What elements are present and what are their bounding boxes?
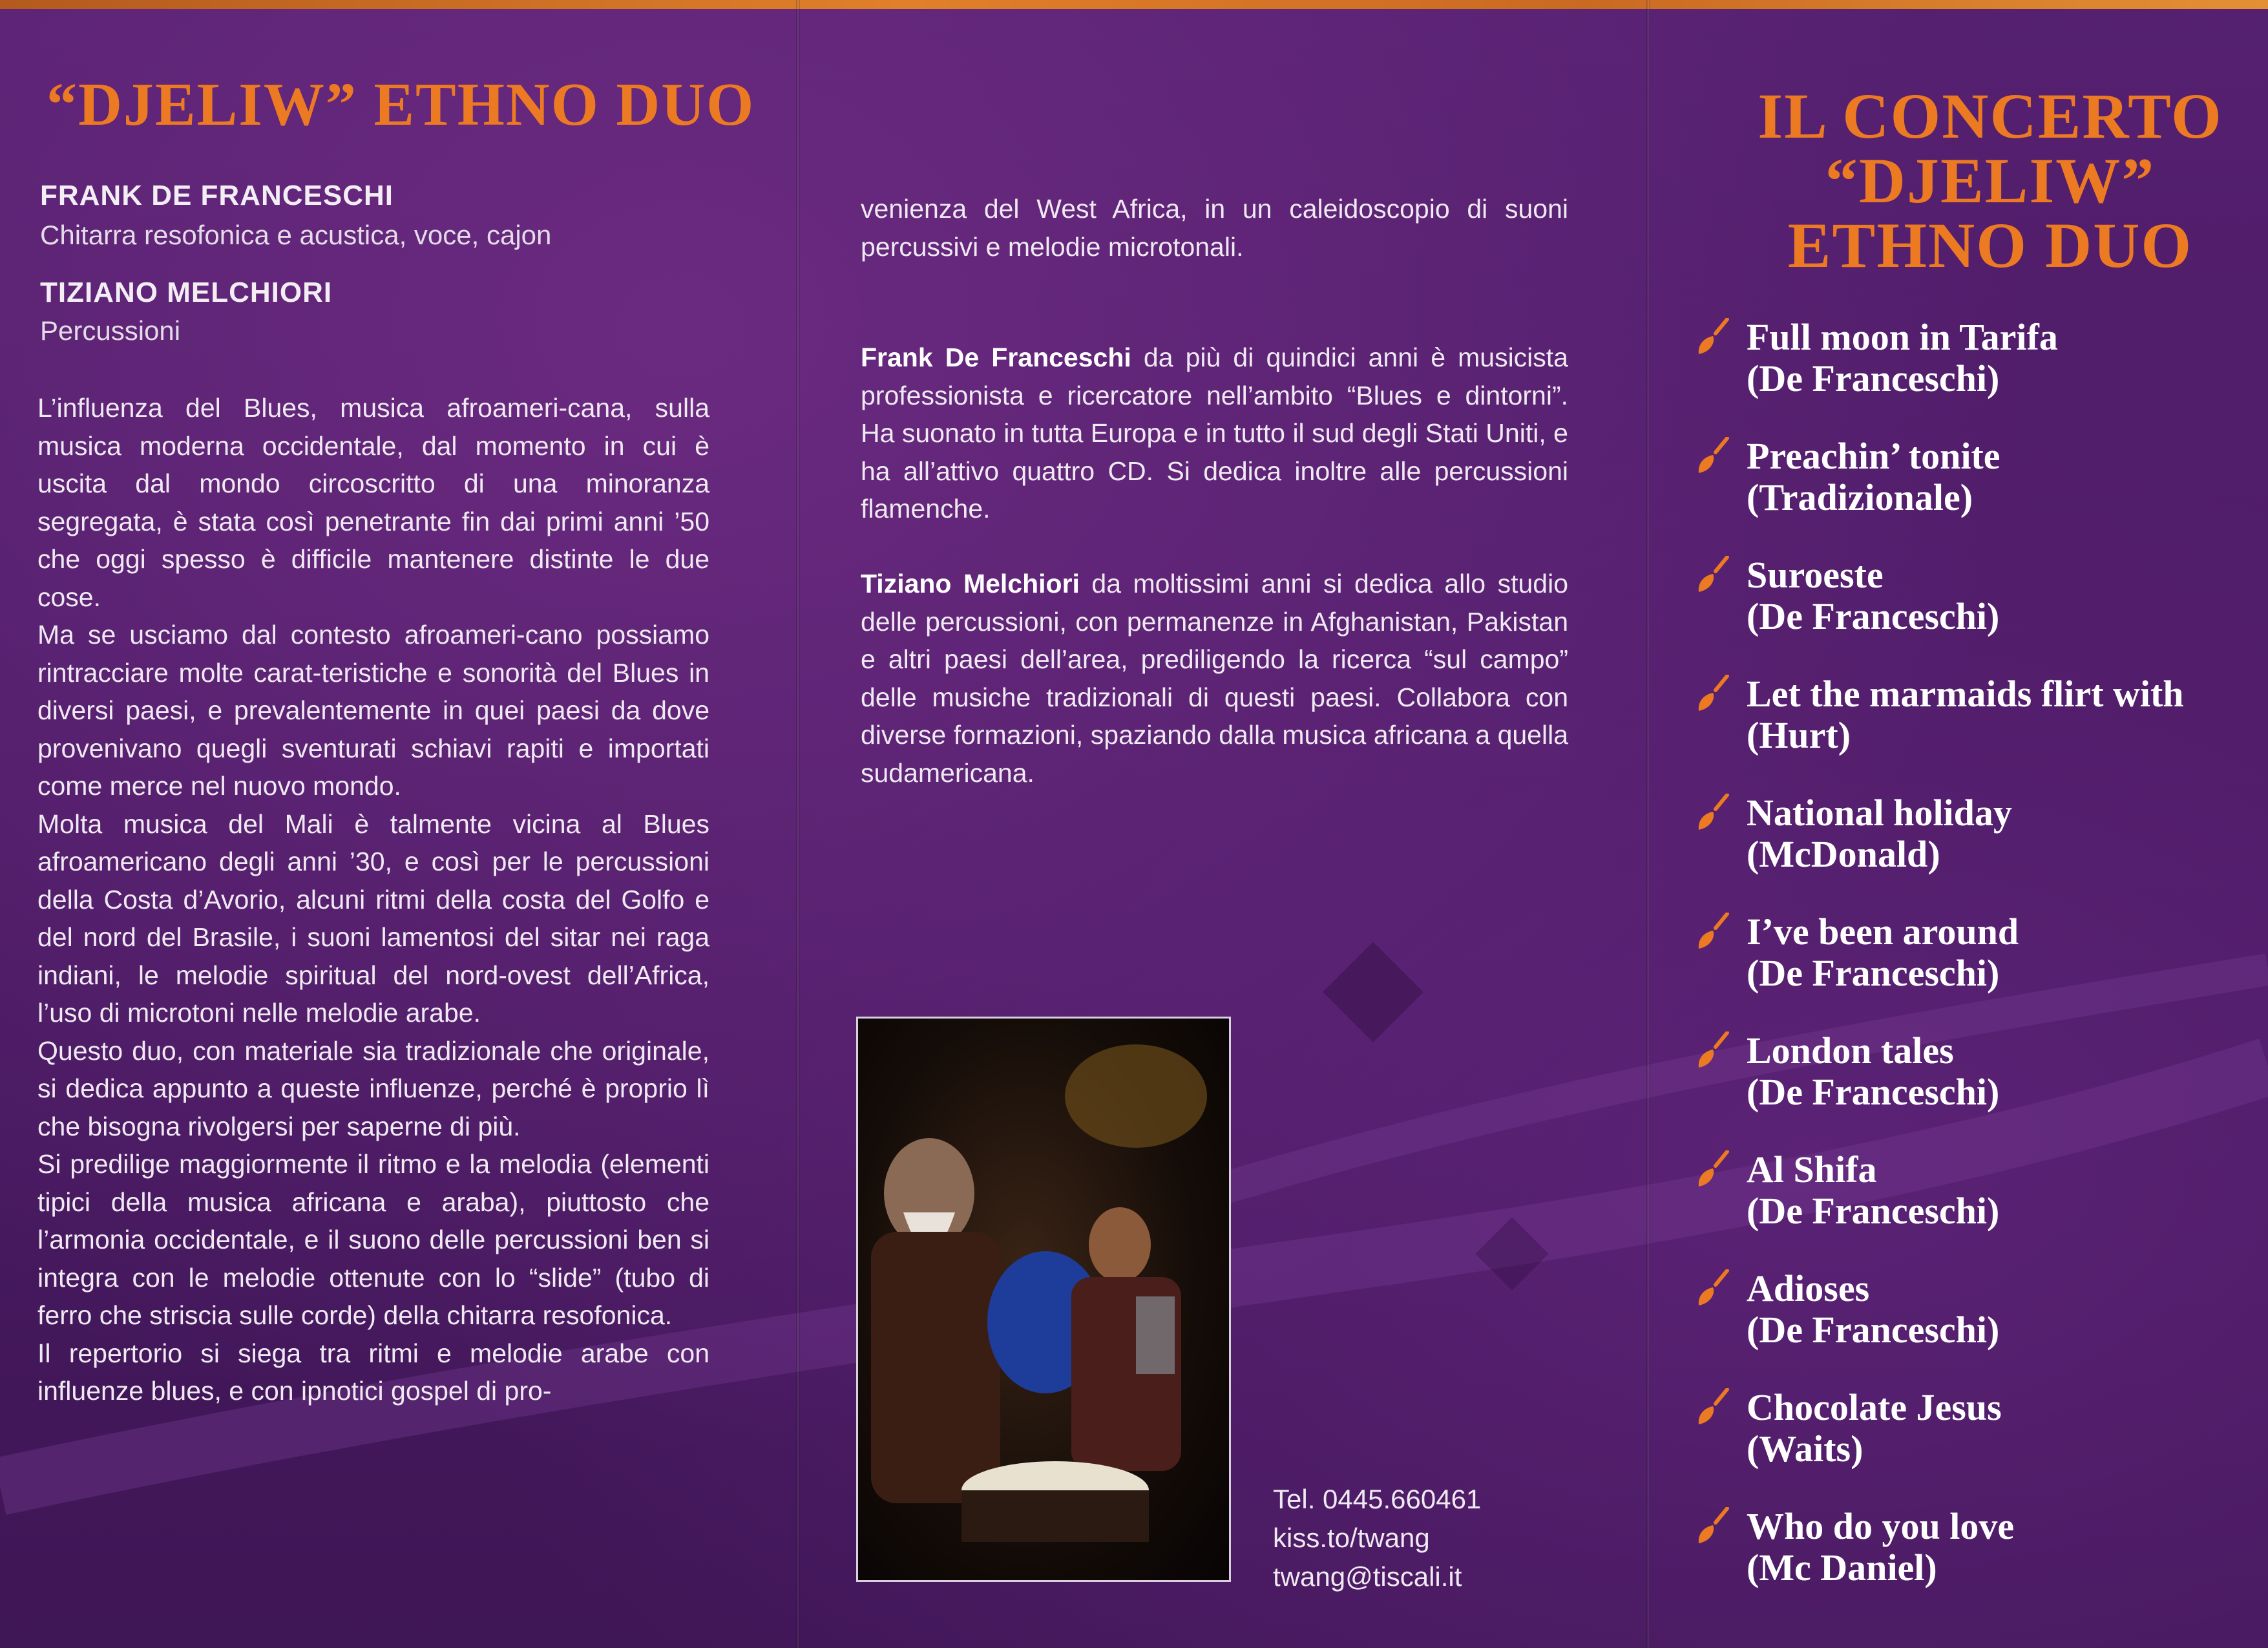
guitar-icon [1696, 1150, 1730, 1189]
left-panel-title: “DJELIW” ETHNO DUO [47, 71, 755, 138]
track-title: Who do you love [1747, 1505, 2015, 1547]
track-title: I’ve been around [1747, 911, 2019, 953]
duo-photo [856, 1017, 1231, 1582]
track-author: (Tradizionale) [1747, 476, 1973, 518]
body-paragraph: Si predilige maggiormente il ritmo e la melodia (elementi tipici della musica africana e araba), piuttosto che l’armonia occidentale, e il suono delle percussioni ben si integra con le melodie ottenute con lo “slide” (tubo di ferro che striscia sulle corde) della chitarra resofonica. [37, 1149, 709, 1330]
member-role-tiziano: Percussioni [40, 315, 181, 346]
bio-frank-name: Frank De Franceschi [861, 343, 1131, 372]
track-item [1696, 910, 2265, 1029]
track-title: Suroeste [1747, 554, 1884, 596]
track-title: Al Shifa [1747, 1148, 1877, 1190]
concert-title-line: IL CONCERTO [1758, 80, 2223, 152]
body-paragraph: L’influenza del Blues, musica afroameri-cana, sulla musica moderna occidentale, dal momento in cui è uscita dal mondo circoscritto di una minoranza segregata, è stata così penetrante fin dai primi anni ’50 che oggi spesso è difficile mantenere distinte le due cose. [37, 393, 709, 612]
duo-photo-illustration [858, 1019, 1229, 1580]
member-name-frank: FRANK DE FRANCESCHI [40, 180, 394, 211]
member-name-tiziano: TIZIANO MELCHIORI [40, 277, 333, 308]
track-author: (De Franceschi) [1747, 1190, 2000, 1232]
track-title: Adioses [1747, 1267, 1870, 1309]
track-author: (De Franceschi) [1747, 952, 2000, 994]
track-author: (De Franceschi) [1747, 595, 2000, 637]
guitar-icon [1696, 437, 1730, 476]
track-item [1696, 315, 2265, 434]
bio-frank [861, 339, 1568, 528]
track-item [1696, 553, 2265, 672]
bio-frank-text: da più di quindici anni è musicista professionista e ricercatore nell’ambito “Blues e dintorni”. Ha suonato in tutta Europa e in tutto il sud degli Stati Uniti, e ha all’attivo quattro CD. Si dedica inoltre alle percussioni flamenche. [861, 343, 1568, 523]
track-item [1696, 672, 2265, 791]
fold-line-left [796, 0, 800, 1648]
bio-tiziano [861, 565, 1568, 792]
guitar-icon [1696, 913, 1730, 951]
concert-title [1745, 80, 2236, 281]
body-paragraph: Il repertorio si siega tra ritmi e melodie arabe con influenze blues, e con ipnotici gospel di pro- [37, 1338, 709, 1406]
track-author: (Hurt) [1747, 714, 1851, 756]
guitar-icon [1696, 318, 1730, 357]
concert-title-line: “DJELIW” [1825, 145, 2156, 217]
track-item [1696, 1029, 2265, 1148]
track-title: Let the marmaids flirt with [1747, 673, 2184, 715]
track-title: London tales [1747, 1030, 1954, 1072]
middle-continuation [861, 190, 1568, 266]
left-panel-body [37, 389, 709, 1410]
guitar-icon [1696, 556, 1730, 595]
guitar-icon [1696, 1507, 1730, 1546]
body-paragraph: Molta musica del Mali è talmente vicina al Blues afroamericano degli anni ’30, e così per le percussioni della Costa d’Avorio, alcuni ritmi della costa del Golfo e del nord del Brasile, i suoni lamentosi del sitar nei raga indiani, le melodie spiritual del nord-ovest dell’Africa, l’uso di microtoni nelle melodie arabe. [37, 808, 709, 1028]
track-title: National holiday [1747, 792, 2012, 834]
track-author: (McDonald) [1747, 833, 1940, 875]
contact-website: kiss.to/twang [1273, 1523, 1430, 1553]
track-list [1696, 315, 2265, 1623]
contact-info [1273, 1480, 1481, 1596]
guitar-icon [1696, 1269, 1730, 1308]
track-author: (Mc Daniel) [1747, 1547, 1937, 1589]
track-author: (De Franceschi) [1747, 357, 2000, 399]
guitar-icon [1696, 1388, 1730, 1427]
guitar-icon [1696, 675, 1730, 713]
concert-title-line: ETHNO DUO [1787, 209, 2193, 281]
guitar-icon [1696, 1031, 1730, 1070]
track-author: (De Franceschi) [1747, 1309, 2000, 1351]
track-item [1696, 1386, 2265, 1505]
body-paragraph: Ma se usciamo dal contesto afroameri-cano possiamo rintracciare molte carat-teristiche e sonorità del Blues in diversi paesi, e prevalentemente in quei paesi da dove provenivano quegli sventurati schiavi rapiti e importati come merce nel nuovo mondo. [37, 620, 709, 801]
track-item [1696, 1505, 2265, 1623]
body-paragraph: Questo duo, con materiale sia tradizionale che originale, si dedica appunto a queste influenze, perché è proprio lì che bisogna rivolgersi per saperne di più. [37, 1035, 709, 1141]
bio-tiziano-name: Tiziano Melchiori [861, 569, 1080, 598]
fold-line-right [1646, 0, 1650, 1648]
member-role-frank: Chitarra resofonica e acustica, voce, cajon [40, 220, 552, 250]
contact-email: twang@tiscali.it [1273, 1561, 1462, 1592]
track-title: Chocolate Jesus [1747, 1386, 2002, 1428]
track-item [1696, 1148, 2265, 1267]
continuation-text: venienza del West Africa, in un caleidoscopio di suoni percussivi e melodie microtonali. [861, 194, 1568, 262]
track-item [1696, 434, 2265, 553]
bio-tiziano-text: da moltissimi anni si dedica allo studio delle percussioni, con permanenze in Afghanistan, Pakistan e altri paesi dell’area, prediligendo la ricerca “sul campo” delle musiche tradizionali di questi paesi. Collabora con diverse formazioni, spaziando dalla musica africana a quella sudamericana. [861, 569, 1568, 788]
contact-phone: Tel. 0445.660461 [1273, 1484, 1482, 1514]
track-title: Full moon in Tarifa [1747, 316, 2058, 358]
track-item [1696, 1267, 2265, 1386]
track-item [1696, 791, 2265, 910]
track-title: Preachin’ tonite [1747, 435, 2000, 477]
track-author: (Waits) [1747, 1428, 1864, 1470]
track-author: (De Franceschi) [1747, 1071, 2000, 1113]
guitar-icon [1696, 794, 1730, 832]
